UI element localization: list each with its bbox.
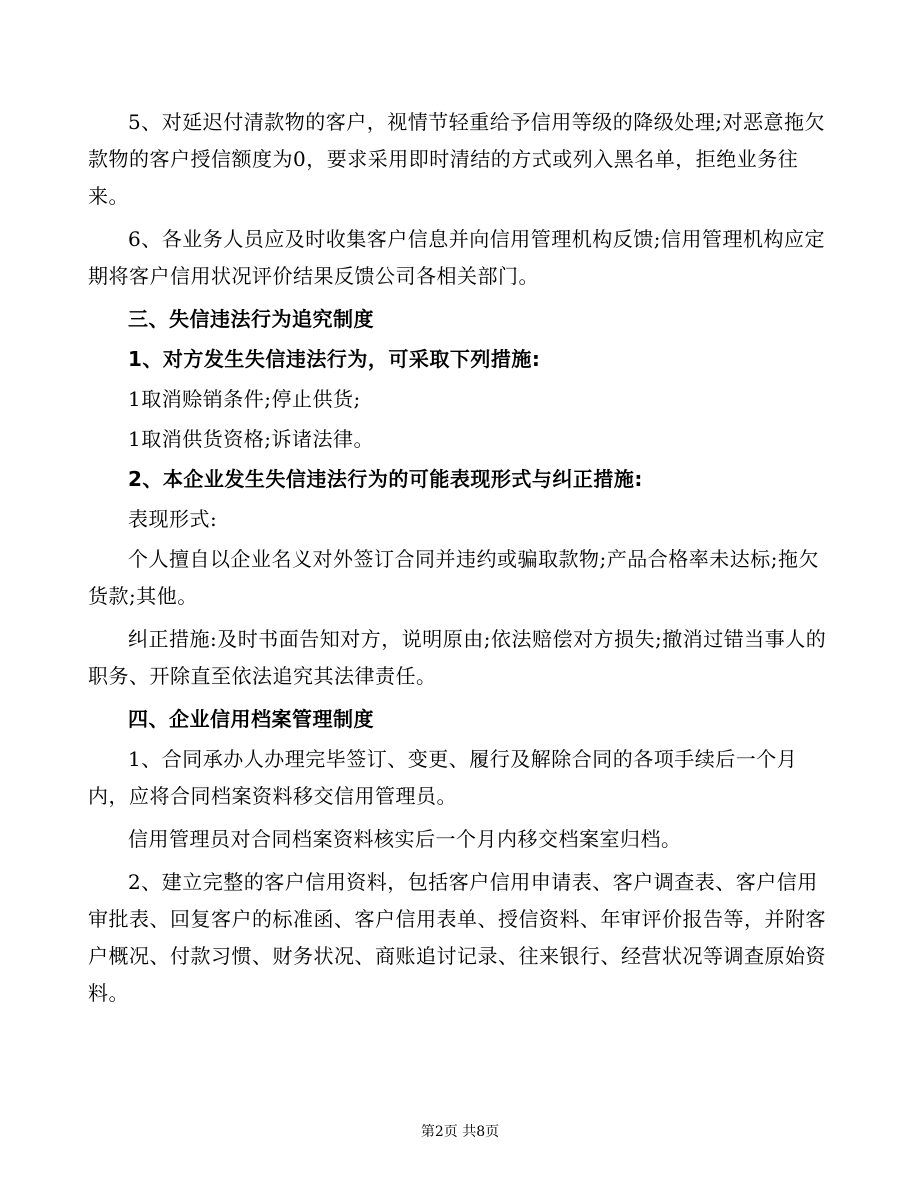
measure-line-2: 1取消供货资格;诉诸法律。 xyxy=(128,427,374,451)
archive-note: 信用管理员对合同档案资料核实后一个月内移交档案室归档。 xyxy=(128,827,682,851)
forms-label: 表现形式: xyxy=(128,507,218,531)
subheading-measures: 1、对方发生失信违法行为，可采取下列措施: xyxy=(128,347,541,371)
subheading-corrections: 2、本企业发生失信违法行为的可能表现形式与纠正措施: xyxy=(128,467,643,491)
paragraph-item-5: 5、对延迟付清款物的客户，视情节轻重给予信用等级的降级处理;对恶意拖欠款物的客户授信额度为0，要求采用即时清结的方式或列入黑名单，拒绝业务往来。 xyxy=(88,110,825,208)
forms-paragraph: 个人擅自以企业名义对外签订合同并违约或骗取款物;产品合格率未达标;拖欠货款;其他。 xyxy=(88,547,819,608)
paragraph-item-6: 6、各业务人员应及时收集客户信息并向信用管理机构反馈;信用管理机构应定期将客户信用状况评价结果反馈公司各相关部门。 xyxy=(88,227,825,288)
measure-line-1: 1取消赊销条件;停止供货; xyxy=(128,387,361,411)
archive-item-2: 2、建立完整的客户信用资料，包括客户信用申请表、客户调查表、客户信用审批表、回复客户的标准函、客户信用表单、授信资料、年审评价报告等，并附客户概况、付款习惯、财务状况、商账追讨记录、往来银行、经营状况等调查原始资料。 xyxy=(88,870,826,1005)
page-number: 第2页 共8页 xyxy=(420,1124,500,1140)
corrections-paragraph: 纠正措施:及时书面告知对方，说明原由;依法赔偿对方损失;撤消过错当事人的职务、开除直至依法追究其法律责任。 xyxy=(88,627,827,688)
section-heading-4: 四、企业信用档案管理制度 xyxy=(128,707,374,731)
archive-item-1: 1、合同承办人办理完毕签订、变更、履行及解除合同的各项手续后一个月内，应将合同档案资料移交信用管理员。 xyxy=(88,747,798,808)
document-body xyxy=(88,104,836,1012)
section-heading-3: 三、失信违法行为追究制度 xyxy=(128,307,374,331)
